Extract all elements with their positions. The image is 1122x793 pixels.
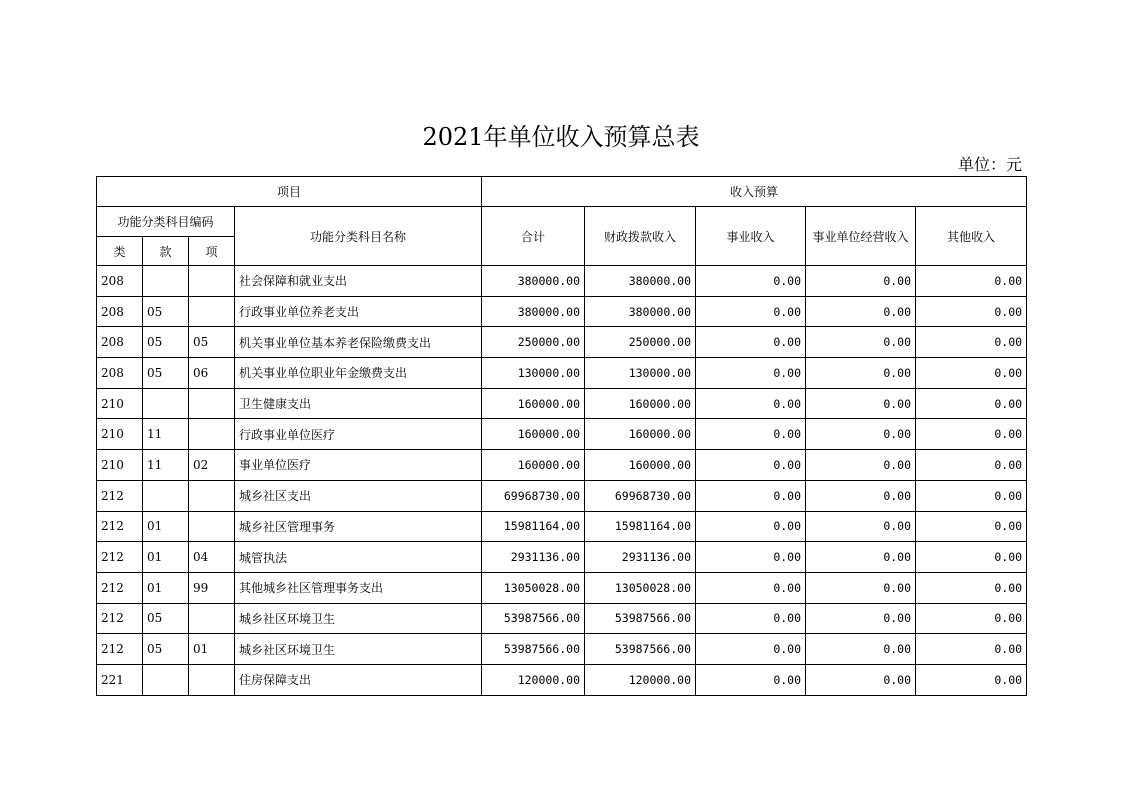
header-lei: 类 bbox=[97, 237, 143, 266]
cell-other: 0.00 bbox=[916, 419, 1027, 450]
table-row bbox=[97, 388, 1027, 419]
cell-name: 行政事业单位医疗 bbox=[235, 419, 482, 450]
cell-xiang bbox=[189, 419, 235, 450]
cell-name: 行政事业单位养老支出 bbox=[235, 296, 482, 327]
cell-business: 0.00 bbox=[696, 358, 806, 389]
cell-xiang bbox=[189, 603, 235, 634]
cell-kuan: 01 bbox=[143, 572, 189, 603]
cell-other: 0.00 bbox=[916, 266, 1027, 297]
cell-fiscal: 380000.00 bbox=[585, 266, 696, 297]
cell-operating: 0.00 bbox=[806, 296, 916, 327]
cell-name: 城乡社区管理事务 bbox=[235, 511, 482, 542]
cell-business: 0.00 bbox=[696, 296, 806, 327]
cell-total: 69968730.00 bbox=[482, 480, 585, 511]
cell-fiscal: 130000.00 bbox=[585, 358, 696, 389]
page-title: 2021年单位收入预算总表 bbox=[422, 123, 700, 151]
cell-business: 0.00 bbox=[696, 572, 806, 603]
cell-name: 机关事业单位职业年金缴费支出 bbox=[235, 358, 482, 389]
cell-total: 160000.00 bbox=[482, 419, 585, 450]
table-row bbox=[97, 634, 1027, 665]
cell-lei: 221 bbox=[97, 664, 143, 695]
cell-other: 0.00 bbox=[916, 603, 1027, 634]
cell-xiang bbox=[189, 266, 235, 297]
cell-kuan: 01 bbox=[143, 511, 189, 542]
header-total: 合计 bbox=[482, 207, 585, 266]
cell-kuan: 05 bbox=[143, 358, 189, 389]
header-kuan: 款 bbox=[143, 237, 189, 266]
cell-operating: 0.00 bbox=[806, 572, 916, 603]
cell-business: 0.00 bbox=[696, 450, 806, 481]
table-row bbox=[97, 511, 1027, 542]
cell-business: 0.00 bbox=[696, 603, 806, 634]
cell-lei: 212 bbox=[97, 603, 143, 634]
header-fiscal: 财政拨款收入 bbox=[585, 207, 696, 266]
cell-operating: 0.00 bbox=[806, 388, 916, 419]
cell-kuan: 05 bbox=[143, 296, 189, 327]
budget-table bbox=[96, 176, 1027, 696]
table-row bbox=[97, 358, 1027, 389]
cell-total: 380000.00 bbox=[482, 296, 585, 327]
table-row bbox=[97, 450, 1027, 481]
cell-xiang bbox=[189, 664, 235, 695]
cell-operating: 0.00 bbox=[806, 327, 916, 358]
cell-lei: 210 bbox=[97, 450, 143, 481]
table-row bbox=[97, 603, 1027, 634]
cell-total: 160000.00 bbox=[482, 388, 585, 419]
cell-name: 住房保障支出 bbox=[235, 664, 482, 695]
cell-business: 0.00 bbox=[696, 634, 806, 665]
cell-other: 0.00 bbox=[916, 450, 1027, 481]
cell-operating: 0.00 bbox=[806, 358, 916, 389]
header-business: 事业收入 bbox=[696, 207, 806, 266]
header-xiang: 项 bbox=[189, 237, 235, 266]
unit-label: 单位：元 bbox=[957, 155, 1022, 174]
cell-fiscal: 2931136.00 bbox=[585, 542, 696, 573]
cell-fiscal: 69968730.00 bbox=[585, 480, 696, 511]
header-func-name: 功能分类科目名称 bbox=[235, 207, 482, 266]
cell-business: 0.00 bbox=[696, 511, 806, 542]
cell-other: 0.00 bbox=[916, 358, 1027, 389]
cell-kuan: 01 bbox=[143, 542, 189, 573]
cell-total: 53987566.00 bbox=[482, 634, 585, 665]
cell-business: 0.00 bbox=[696, 419, 806, 450]
cell-fiscal: 53987566.00 bbox=[585, 603, 696, 634]
header-operating: 事业单位经营收入 bbox=[806, 207, 916, 266]
cell-operating: 0.00 bbox=[806, 450, 916, 481]
cell-fiscal: 53987566.00 bbox=[585, 634, 696, 665]
cell-other: 0.00 bbox=[916, 296, 1027, 327]
cell-total: 160000.00 bbox=[482, 450, 585, 481]
cell-business: 0.00 bbox=[696, 266, 806, 297]
cell-operating: 0.00 bbox=[806, 634, 916, 665]
cell-lei: 208 bbox=[97, 266, 143, 297]
cell-kuan: 05 bbox=[143, 634, 189, 665]
table-row bbox=[97, 572, 1027, 603]
cell-xiang: 99 bbox=[189, 572, 235, 603]
cell-name: 城乡社区支出 bbox=[235, 480, 482, 511]
table-row bbox=[97, 542, 1027, 573]
cell-lei: 210 bbox=[97, 388, 143, 419]
table-row bbox=[97, 664, 1027, 695]
cell-fiscal: 380000.00 bbox=[585, 296, 696, 327]
cell-name: 城管执法 bbox=[235, 542, 482, 573]
cell-total: 53987566.00 bbox=[482, 603, 585, 634]
header-project: 项目 bbox=[97, 177, 482, 207]
cell-lei: 212 bbox=[97, 511, 143, 542]
table-row bbox=[97, 296, 1027, 327]
cell-other: 0.00 bbox=[916, 327, 1027, 358]
cell-other: 0.00 bbox=[916, 572, 1027, 603]
cell-fiscal: 160000.00 bbox=[585, 450, 696, 481]
cell-fiscal: 160000.00 bbox=[585, 419, 696, 450]
cell-name: 社会保障和就业支出 bbox=[235, 266, 482, 297]
table-row bbox=[97, 266, 1027, 297]
cell-kuan bbox=[143, 480, 189, 511]
cell-operating: 0.00 bbox=[806, 664, 916, 695]
cell-other: 0.00 bbox=[916, 634, 1027, 665]
cell-xiang: 02 bbox=[189, 450, 235, 481]
cell-other: 0.00 bbox=[916, 480, 1027, 511]
cell-lei: 212 bbox=[97, 572, 143, 603]
header-func-code: 功能分类科目编码 bbox=[97, 207, 235, 237]
cell-operating: 0.00 bbox=[806, 511, 916, 542]
cell-name: 机关事业单位基本养老保险缴费支出 bbox=[235, 327, 482, 358]
cell-xiang bbox=[189, 511, 235, 542]
cell-business: 0.00 bbox=[696, 542, 806, 573]
cell-name: 其他城乡社区管理事务支出 bbox=[235, 572, 482, 603]
header-income-budget: 收入预算 bbox=[482, 177, 1027, 207]
cell-lei: 212 bbox=[97, 480, 143, 511]
cell-kuan: 05 bbox=[143, 327, 189, 358]
cell-business: 0.00 bbox=[696, 664, 806, 695]
cell-lei: 212 bbox=[97, 542, 143, 573]
cell-total: 250000.00 bbox=[482, 327, 585, 358]
cell-operating: 0.00 bbox=[806, 542, 916, 573]
table-row bbox=[97, 419, 1027, 450]
cell-kuan bbox=[143, 388, 189, 419]
cell-other: 0.00 bbox=[916, 664, 1027, 695]
cell-operating: 0.00 bbox=[806, 603, 916, 634]
cell-name: 城乡社区环境卫生 bbox=[235, 634, 482, 665]
cell-lei: 208 bbox=[97, 358, 143, 389]
cell-operating: 0.00 bbox=[806, 419, 916, 450]
cell-xiang: 04 bbox=[189, 542, 235, 573]
cell-fiscal: 160000.00 bbox=[585, 388, 696, 419]
cell-lei: 208 bbox=[97, 327, 143, 358]
cell-business: 0.00 bbox=[696, 327, 806, 358]
cell-xiang bbox=[189, 480, 235, 511]
cell-name: 卫生健康支出 bbox=[235, 388, 482, 419]
cell-other: 0.00 bbox=[916, 511, 1027, 542]
cell-kuan: 05 bbox=[143, 603, 189, 634]
cell-total: 120000.00 bbox=[482, 664, 585, 695]
cell-kuan bbox=[143, 266, 189, 297]
cell-kuan: 11 bbox=[143, 419, 189, 450]
cell-name: 事业单位医疗 bbox=[235, 450, 482, 481]
cell-fiscal: 120000.00 bbox=[585, 664, 696, 695]
table-row bbox=[97, 327, 1027, 358]
header-other: 其他收入 bbox=[916, 207, 1027, 266]
cell-lei: 208 bbox=[97, 296, 143, 327]
cell-other: 0.00 bbox=[916, 542, 1027, 573]
cell-xiang bbox=[189, 296, 235, 327]
cell-kuan bbox=[143, 664, 189, 695]
cell-total: 130000.00 bbox=[482, 358, 585, 389]
table-row bbox=[97, 480, 1027, 511]
cell-xiang bbox=[189, 388, 235, 419]
cell-total: 15981164.00 bbox=[482, 511, 585, 542]
cell-operating: 0.00 bbox=[806, 266, 916, 297]
cell-xiang: 05 bbox=[189, 327, 235, 358]
cell-xiang: 06 bbox=[189, 358, 235, 389]
cell-lei: 212 bbox=[97, 634, 143, 665]
cell-fiscal: 250000.00 bbox=[585, 327, 696, 358]
cell-operating: 0.00 bbox=[806, 480, 916, 511]
cell-fiscal: 13050028.00 bbox=[585, 572, 696, 603]
cell-name: 城乡社区环境卫生 bbox=[235, 603, 482, 634]
cell-business: 0.00 bbox=[696, 388, 806, 419]
cell-other: 0.00 bbox=[916, 388, 1027, 419]
cell-business: 0.00 bbox=[696, 480, 806, 511]
cell-total: 380000.00 bbox=[482, 266, 585, 297]
cell-total: 13050028.00 bbox=[482, 572, 585, 603]
cell-kuan: 11 bbox=[143, 450, 189, 481]
cell-fiscal: 15981164.00 bbox=[585, 511, 696, 542]
cell-total: 2931136.00 bbox=[482, 542, 585, 573]
cell-lei: 210 bbox=[97, 419, 143, 450]
cell-xiang: 01 bbox=[189, 634, 235, 665]
